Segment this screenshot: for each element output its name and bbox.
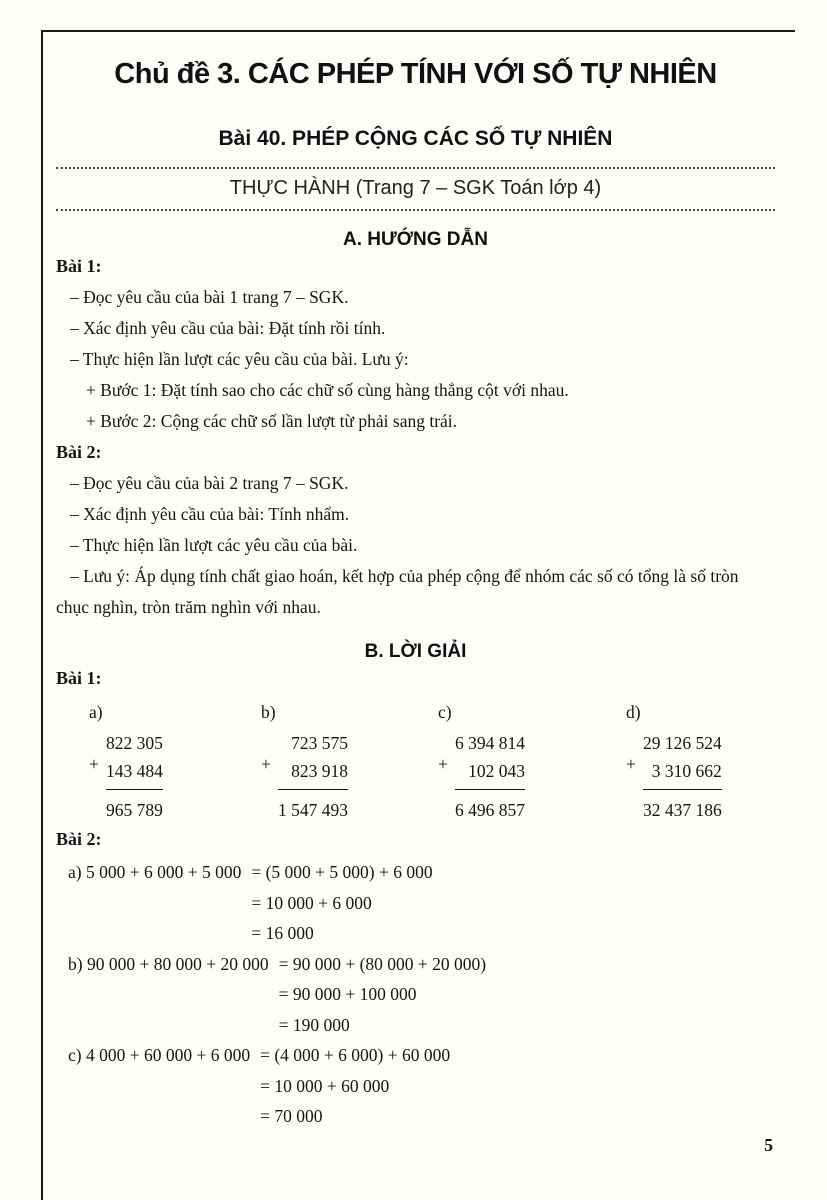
guide-item: – Thực hiện lần lượt các yêu cầu của bài. bbox=[70, 535, 358, 555]
guide-item: – Đọc yêu cầu của bài 2 trang 7 – SGK. bbox=[70, 473, 349, 493]
section-b-heading: B. LỜI GIẢI bbox=[364, 641, 467, 662]
solution-bai2-label: Bài 2: bbox=[56, 829, 102, 849]
equation-step: = (4 000 + 6 000) + 60 000 bbox=[260, 1045, 451, 1065]
guide-item: – Xác định yêu cầu của bài: Tính nhẩm. bbox=[70, 504, 350, 524]
equation-step: = 10 000 + 6 000 bbox=[251, 892, 372, 913]
addition-block bbox=[626, 729, 722, 824]
addend-2: 102 043 bbox=[455, 757, 525, 790]
addition-column bbox=[438, 698, 626, 824]
addend-2: 143 484 bbox=[106, 757, 163, 790]
lesson-title: Bài 40. PHÉP CỘNG CÁC SỐ TỰ NHIÊN bbox=[218, 127, 613, 150]
addition-label: d) bbox=[626, 702, 641, 722]
equation-steps bbox=[279, 949, 487, 1041]
addition-sum: 965 789 bbox=[106, 800, 163, 820]
additions-grid bbox=[56, 698, 775, 824]
guide-bai2-label: Bài 2: bbox=[56, 442, 102, 462]
equation-step: = 10 000 + 60 000 bbox=[260, 1075, 390, 1096]
chapter-title: Chủ đề 3. CÁC PHÉP TÍNH VỚI SỐ TỰ NHIÊN bbox=[114, 58, 717, 90]
page-frame-left-rule bbox=[41, 30, 43, 1200]
addition-block bbox=[89, 729, 163, 824]
guide-item: + Bước 2: Cộng các chữ số lần lượt từ phải sang trái. bbox=[86, 411, 458, 431]
addend-1: 822 305 bbox=[106, 733, 163, 753]
equation-step: = 90 000 + 100 000 bbox=[278, 984, 417, 1004]
equation-lhs: a) 5 000 + 6 000 + 5 000 bbox=[68, 862, 242, 882]
guide-item: – Xác định yêu cầu của bài: Đặt tính rồi tính. bbox=[70, 318, 386, 338]
solution-bai1-label: Bài 1: bbox=[56, 668, 102, 688]
equation-steps bbox=[251, 857, 432, 949]
equation-steps bbox=[260, 1040, 450, 1132]
equation-step: = 16 000 bbox=[251, 923, 314, 943]
addition-column bbox=[89, 698, 261, 824]
guide-item: – Thực hiện lần lượt các yêu cầu của bài. Lưu ý: bbox=[70, 349, 409, 369]
guide-bai1-label: Bài 1: bbox=[56, 256, 102, 276]
addend-1: 6 394 814 bbox=[455, 733, 525, 753]
equation-group bbox=[56, 1040, 775, 1132]
addend-1: 29 126 524 bbox=[643, 733, 722, 753]
addition-column bbox=[261, 698, 438, 824]
equation-lhs: c) 4 000 + 60 000 + 6 000 bbox=[68, 1045, 251, 1065]
addition-sum: 1 547 493 bbox=[278, 800, 348, 820]
equation-group bbox=[56, 949, 775, 1041]
plus-sign: + bbox=[438, 754, 448, 774]
equations-block bbox=[56, 857, 775, 1132]
addend-2: 823 918 bbox=[278, 757, 348, 790]
equation-lhs: b) 90 000 + 80 000 + 20 000 bbox=[68, 953, 269, 974]
equation-step: = (5 000 + 5 000) + 6 000 bbox=[251, 862, 433, 882]
page-number: 5 bbox=[764, 1135, 773, 1155]
addition-column bbox=[626, 698, 775, 824]
plus-sign: + bbox=[626, 754, 636, 774]
guide-item: – Lưu ý: Áp dụng tính chất giao hoán, kết hợp của phép cộng để nhóm các số có tổng là số tròn chục nghìn, tròn trăm nghìn với nhau. bbox=[56, 566, 739, 617]
addition-sum: 32 437 186 bbox=[643, 800, 722, 820]
addition-block bbox=[261, 729, 348, 824]
equation-step: = 70 000 bbox=[260, 1106, 323, 1126]
guide-item: – Đọc yêu cầu của bài 1 trang 7 – SGK. bbox=[70, 287, 349, 307]
addition-block bbox=[438, 729, 525, 824]
addition-sum: 6 496 857 bbox=[455, 800, 525, 820]
guide-item: + Bước 1: Đặt tính sao cho các chữ số cùng hàng thẳng cột với nhau. bbox=[86, 380, 569, 400]
equation-group bbox=[56, 857, 775, 949]
addition-label: b) bbox=[261, 702, 276, 722]
page-content bbox=[56, 32, 775, 1132]
practice-banner: THỰC HÀNH (Trang 7 – SGK Toán lớp 4) bbox=[56, 167, 775, 211]
addition-label: c) bbox=[438, 702, 452, 722]
equation-step: = 90 000 + (80 000 + 20 000) bbox=[278, 953, 487, 974]
addend-2: 3 310 662 bbox=[643, 757, 722, 790]
addend-1: 723 575 bbox=[291, 733, 348, 753]
plus-sign: + bbox=[261, 754, 271, 774]
addition-label: a) bbox=[89, 702, 103, 722]
equation-step: = 190 000 bbox=[278, 1014, 350, 1035]
section-a-heading: A. HƯỚNG DẪN bbox=[343, 229, 488, 250]
plus-sign: + bbox=[89, 754, 99, 774]
